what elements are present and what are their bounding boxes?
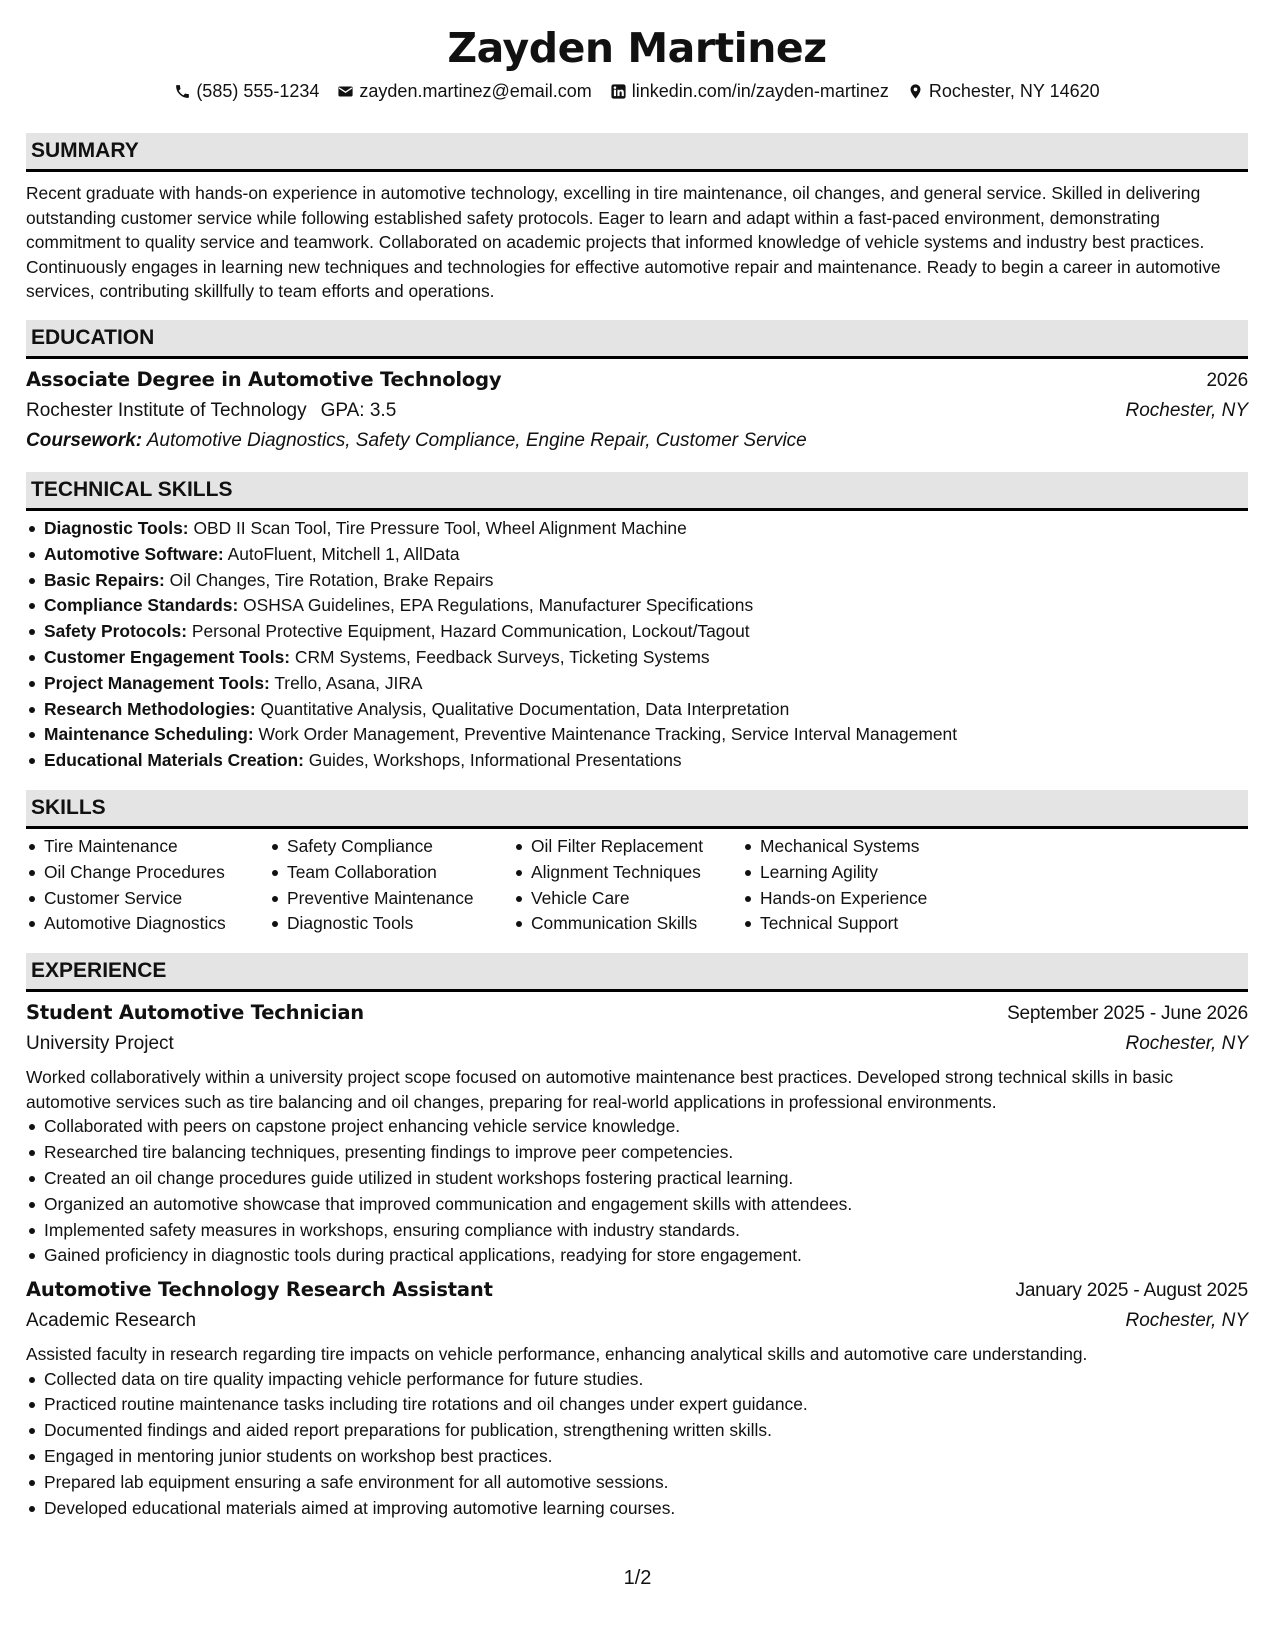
- list-item: Diagnostic Tools: [269, 911, 513, 937]
- list-item: Organized an automotive showcase that improved communication and engagement skills with attendees.: [26, 1192, 1248, 1218]
- degree-title: Associate Degree in Automotive Technology: [26, 367, 502, 391]
- job-sub-row: [26, 1306, 1248, 1336]
- list-item: Oil Change Procedures: [26, 860, 269, 886]
- experience-entry-2: [26, 1275, 1248, 1521]
- coursework: [26, 426, 1248, 456]
- list-item: Educational Materials Creation: Guides, Workshops, Informational Presentations: [26, 748, 1248, 774]
- list-item: Learning Agility: [742, 860, 1002, 886]
- list-item: Vehicle Care: [513, 886, 742, 912]
- job-description: Worked collaboratively within a university project scope focused on automotive maintenance best practices. Developed strong technical skills in basic automotive services such as tire balancing and oil changes, preparing for real-world applications in professional environments.: [26, 1067, 1174, 1112]
- experience-entry-1: [26, 998, 1248, 1269]
- list-item: Practiced routine maintenance tasks including tire rotations and oil changes under expert guidance.: [26, 1392, 1248, 1418]
- list-item: Automotive Diagnostics: [26, 911, 269, 937]
- section-heading-summary: SUMMARY: [26, 133, 1248, 172]
- job-dates: September 2025 - June 2026: [1007, 1003, 1248, 1025]
- map-pin-icon: [907, 83, 924, 100]
- envelope-icon: [337, 83, 354, 100]
- technical-skills-list: [26, 516, 1248, 774]
- list-item: Maintenance Scheduling: Work Order Management, Preventive Maintenance Tracking, Service Interval Management: [26, 722, 1248, 748]
- school-gpa: [26, 396, 396, 426]
- list-item: Alignment Techniques: [513, 860, 742, 886]
- list-item: Customer Engagement Tools: CRM Systems, Feedback Surveys, Ticketing Systems: [26, 645, 1248, 671]
- list-item: Preventive Maintenance: [269, 886, 513, 912]
- list-item: Customer Service: [26, 886, 269, 912]
- list-item: Prepared lab equipment ensuring a safe environment for all automotive sessions.: [26, 1470, 1248, 1496]
- list-item: Technical Support: [742, 911, 1002, 937]
- list-item: Collaborated with peers on capstone project enhancing vehicle service knowledge.: [26, 1114, 1248, 1140]
- list-item: Oil Filter Replacement: [513, 834, 742, 860]
- job-title-row: [26, 998, 1248, 1029]
- list-item: Implemented safety measures in workshops, ensuring compliance with industry standards.: [26, 1218, 1248, 1244]
- job-title: Automotive Technology Research Assistant: [26, 1278, 493, 1302]
- linkedin-icon: [610, 83, 627, 100]
- list-item: Developed educational materials aimed at improving automotive learning courses.: [26, 1496, 1248, 1522]
- skills-column-1: [26, 834, 269, 937]
- education-sub-row: [26, 396, 1248, 426]
- list-item: Diagnostic Tools: OBD II Scan Tool, Tire Pressure Tool, Wheel Alignment Machine: [26, 516, 1248, 542]
- resume-page: [26, 0, 1248, 1521]
- skills-column-3: [513, 834, 742, 937]
- coursework-label: Coursework:: [26, 429, 143, 451]
- gpa: GPA: 3.5: [320, 399, 397, 421]
- list-item: Hands-on Experience: [742, 886, 1002, 912]
- list-item: Safety Protocols: Personal Protective Equipment, Hazard Communication, Lockout/Tagout: [26, 619, 1248, 645]
- list-item: Research Methodologies: Quantitative Analysis, Qualitative Documentation, Data Interpretation: [26, 697, 1248, 723]
- job-org: Academic Research: [26, 1310, 197, 1332]
- list-item: Researched tire balancing techniques, presenting findings to improve peer competencies.: [26, 1140, 1248, 1166]
- job-title-row: [26, 1275, 1248, 1306]
- section-heading-education: EDUCATION: [26, 320, 1248, 359]
- list-item: Project Management Tools: Trello, Asana, JIRA: [26, 671, 1248, 697]
- list-item: Safety Compliance: [269, 834, 513, 860]
- contact-bar: [26, 79, 1248, 103]
- job-location: Rochester, NY: [1125, 1310, 1248, 1332]
- graduation-year: 2026: [1206, 369, 1248, 391]
- contact-linkedin: [610, 79, 889, 103]
- education-title-row: [26, 365, 1248, 396]
- list-item: Created an oil change procedures guide utilized in student workshops fostering practical learning.: [26, 1166, 1248, 1192]
- section-heading-technical-skills: TECHNICAL SKILLS: [26, 472, 1248, 511]
- section-heading-skills: SKILLS: [26, 790, 1248, 829]
- job-bullets: [26, 1114, 1248, 1269]
- list-item: Collected data on tire quality impacting vehicle performance for future studies.: [26, 1367, 1248, 1393]
- job-sub-row: [26, 1029, 1248, 1059]
- list-item: Engaged in mentoring junior students on workshop best practices.: [26, 1444, 1248, 1470]
- skills-column-2: [269, 834, 513, 937]
- phone-icon: [174, 83, 191, 100]
- job-description: Assisted faculty in research regarding tire impacts on vehicle performance, enhancing analytical skills and automotive care understanding.: [26, 1344, 1088, 1365]
- contact-email: [337, 79, 591, 103]
- contact-location: [907, 79, 1100, 103]
- job-location: Rochester, NY: [1125, 1033, 1248, 1055]
- job-title: Student Automotive Technician: [26, 1001, 364, 1025]
- email-link[interactable]: zayden.martinez@email.com: [359, 81, 592, 101]
- list-item: Communication Skills: [513, 911, 742, 937]
- page-number: 1/2: [623, 1567, 652, 1589]
- job-dates: January 2025 - August 2025: [1015, 1280, 1248, 1302]
- skills-column-4: [742, 834, 1002, 937]
- school-location: Rochester, NY: [1125, 399, 1248, 421]
- job-bullets: [26, 1367, 1248, 1522]
- summary-text: Recent graduate with hands-on experience in automotive technology, excelling in tire maintenance, oil changes, and general service. Skilled in delivering outstanding customer service while following established safety protocols. Eager to learn and adapt within a fast-paced environment, demonstrating commitment to quality service and teamwork. Collaborated on academic projects that informed knowledge of vehicle systems and industry best practices. Continuously engages in learning new techniques and technologies for effective automotive repair and maintenance. Ready to begin a career in automotive services, contributing skillfully to team efforts and operations.: [26, 183, 1221, 302]
- list-item: Team Collaboration: [269, 860, 513, 886]
- list-item: Tire Maintenance: [26, 834, 269, 860]
- section-heading-experience: EXPERIENCE: [26, 953, 1248, 992]
- school-name: Rochester Institute of Technology: [26, 399, 307, 421]
- job-org: University Project: [26, 1033, 174, 1055]
- coursework-list: Automotive Diagnostics, Safety Compliance, Engine Repair, Customer Service: [146, 429, 807, 451]
- linkedin-link[interactable]: linkedin.com/in/zayden-martinez: [631, 81, 889, 101]
- list-item: Gained proficiency in diagnostic tools during practical applications, readying for store engagement.: [26, 1243, 1248, 1269]
- list-item: Documented findings and aided report preparations for publication, strengthening written skills.: [26, 1418, 1248, 1444]
- list-item: Mechanical Systems: [742, 834, 1002, 860]
- contact-phone: [174, 79, 319, 103]
- candidate-name: Zayden Martinez: [447, 24, 827, 72]
- list-item: Automotive Software: AutoFluent, Mitchell 1, AllData: [26, 542, 1248, 568]
- phone-text: (585) 555-1234: [196, 81, 320, 101]
- skills-grid: [26, 834, 1248, 937]
- list-item: Compliance Standards: OSHSA Guidelines, EPA Regulations, Manufacturer Specifications: [26, 593, 1248, 619]
- list-item: Basic Repairs: Oil Changes, Tire Rotation, Brake Repairs: [26, 568, 1248, 594]
- location-text: Rochester, NY 14620: [928, 81, 1100, 101]
